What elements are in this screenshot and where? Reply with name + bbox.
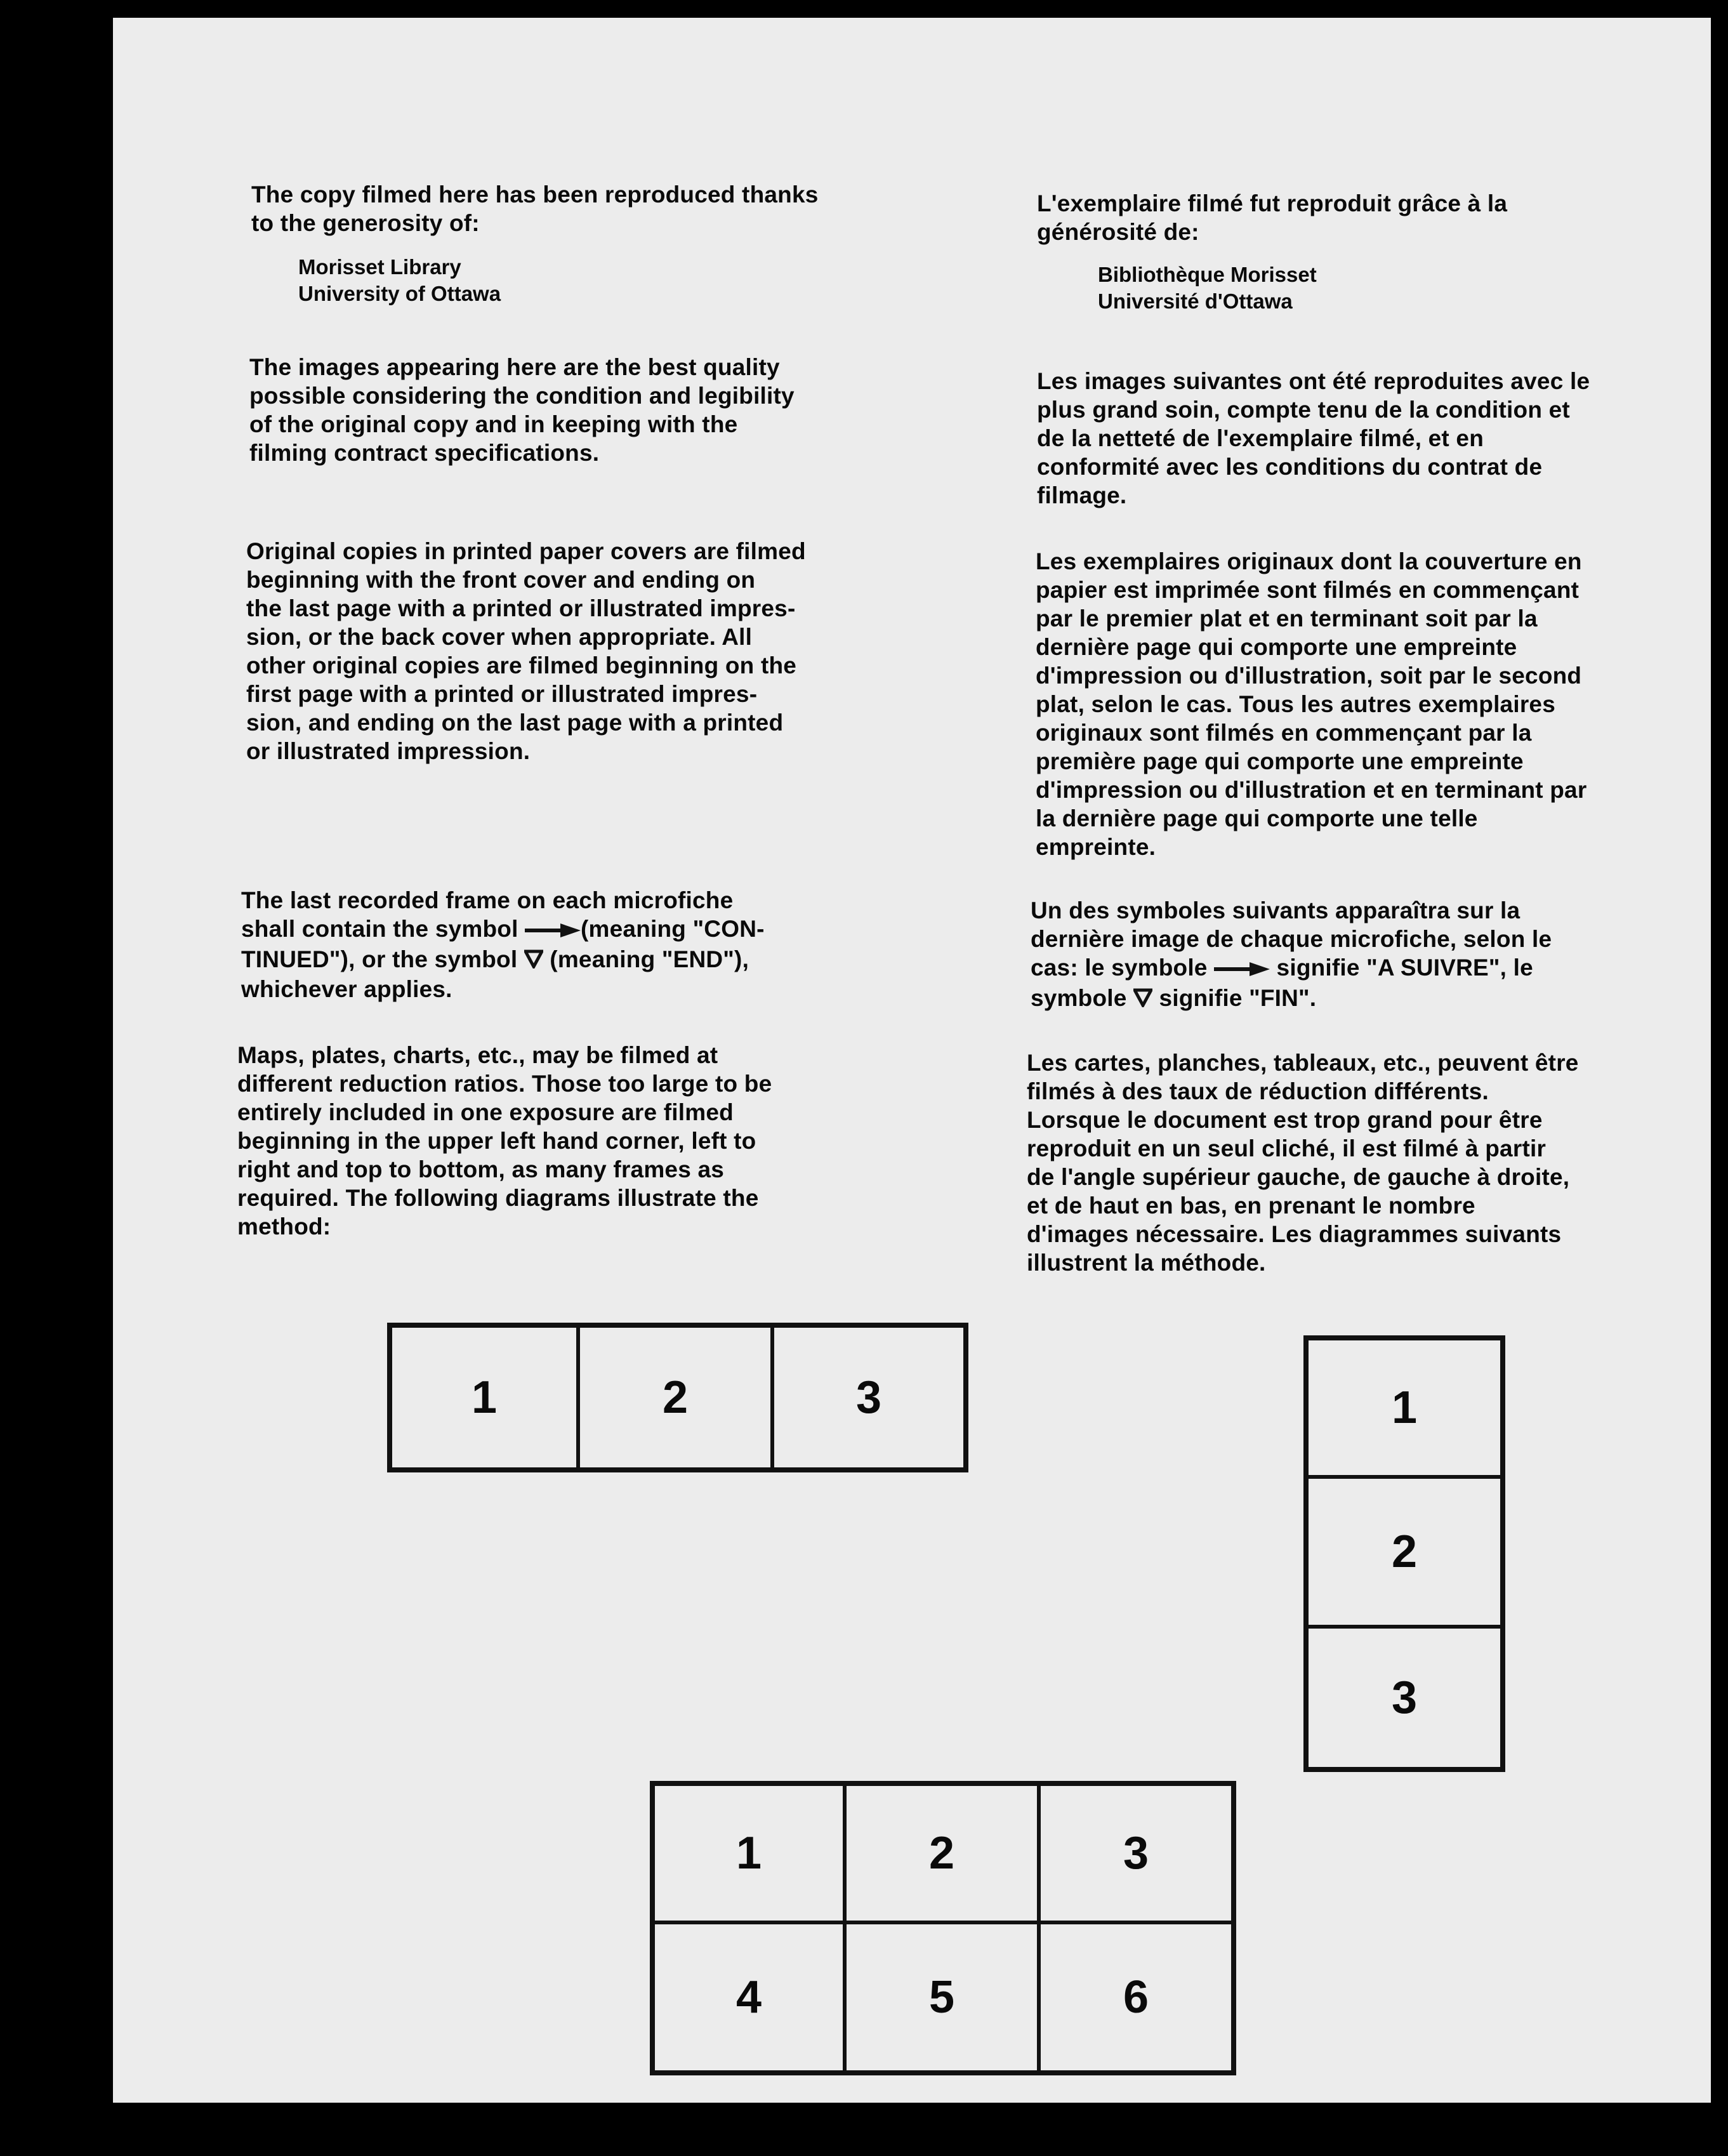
diagram-row-three-frames [387, 1323, 968, 1472]
frame-cell: 1 [653, 1784, 845, 1922]
right-maps-paragraph: Les cartes, planches, tableaux, etc., peuvent être filmés à des taux de réduction différents. Lorsque le document est trop grand pour être reproduit en un seul cliché, il est filmé à partir de l'angle supérieur gauche, de gauche à droite, et de haut en bas, en prenant le nombre d'images nécessaire. Les diagrammes suivants illustrent la méthode. [1027, 1050, 1579, 1276]
right-symbols-line-1: Un des symboles suivants apparaîtra sur la [1031, 897, 1520, 923]
end-triangle-icon [524, 946, 543, 975]
frame-cell: 2 [578, 1326, 772, 1469]
frame-cell: 3 [1307, 1627, 1502, 1769]
diagram-grid-six-frames [650, 1781, 1236, 2075]
left-symbols-line-1: The last recorded frame on each microfiche [241, 887, 734, 913]
right-original-copies-paragraph: Les exemplaires originaux dont la couverture en papier est imprimée sont filmés en commençant par le premier plat et en terminant soit par la dernière page qui comporte une empreinte d'impression ou d'illustration, soit par le second plat, selon le cas. Tous les autres exemplaires originaux sont filmés en commençant par la première page qui comporte une empreinte d'impression ou d'illustration et en terminant par la dernière page qui comporte une telle empreinte. [1036, 548, 1587, 860]
diagram-column-three-frames [1303, 1335, 1505, 1772]
frame-cell: 1 [390, 1326, 578, 1469]
end-triangle-icon [1133, 985, 1152, 1014]
frame-cell: 6 [1039, 1922, 1233, 2072]
frame-cell: 4 [653, 1922, 845, 2072]
frame-cell: 3 [1039, 1784, 1233, 1922]
frame-cell: 1 [1307, 1339, 1502, 1477]
right-symbols-line-2: dernière image de chaque microfiche, selon le [1031, 926, 1552, 952]
frame-cell: 2 [845, 1784, 1039, 1922]
continued-arrow-icon [525, 916, 581, 945]
right-symbols-line-3: cas: le symbole signifie "A SUIVRE", le [1031, 953, 1691, 984]
continued-arrow-icon [1214, 955, 1270, 984]
left-images-paragraph: The images appearing here are the best quality possible considering the condition and legibility of the original copy and in keeping with the filming contract specifications. [249, 354, 795, 466]
right-symbols-paragraph [1031, 896, 1691, 1014]
left-symbols-paragraph [241, 886, 1028, 1003]
frame-cell: 2 [1307, 1477, 1502, 1627]
left-maps-paragraph: Maps, plates, charts, etc., may be filmed at different reduction ratios. Those too large to be entirely included in one exposure are filmed beginning in the upper left hand corner, left to right and top to bottom, as many frames as required. The following diagrams illustrate the method: [237, 1042, 772, 1240]
frame-cell: 5 [845, 1922, 1039, 2072]
right-intro: L'exemplaire filmé fut reproduit grâce à la générosité de: [1037, 190, 1508, 245]
left-intro: The copy filmed here has been reproduced thanks to the generosity of: [251, 182, 819, 236]
right-symbols-line-4: symbole signifie "FIN". [1031, 984, 1691, 1014]
right-images-paragraph: Les images suivantes ont été reproduites avec le plus grand soin, compte tenu de la condition et de la netteté de l'exemplaire filmé, et en conformité avec les conditions du contrat de filmage. [1037, 368, 1590, 508]
left-library-name: Morisset Library University of Ottawa [298, 255, 501, 305]
right-library-name: Bibliothèque Morisset Université d'Ottawa [1098, 263, 1317, 313]
left-original-copies-paragraph: Original copies in printed paper covers are filmed beginning with the front cover and ending on the last page with a printed or illustrated impres- sion, or the back cover when appropriate. All other original copies are filmed beginning on the first page with a printed or illustrated impres- sion, and ending on the last page with a printed or illustrated impression. [246, 538, 806, 764]
left-symbols-line-2: shall contain the symbol (meaning "CON- [241, 915, 1028, 945]
left-symbols-line-4: whichever applies. [241, 976, 452, 1003]
left-symbols-line-3: TINUED"), or the symbol (meaning "END"), [241, 945, 1028, 975]
frame-cell: 3 [772, 1326, 965, 1469]
